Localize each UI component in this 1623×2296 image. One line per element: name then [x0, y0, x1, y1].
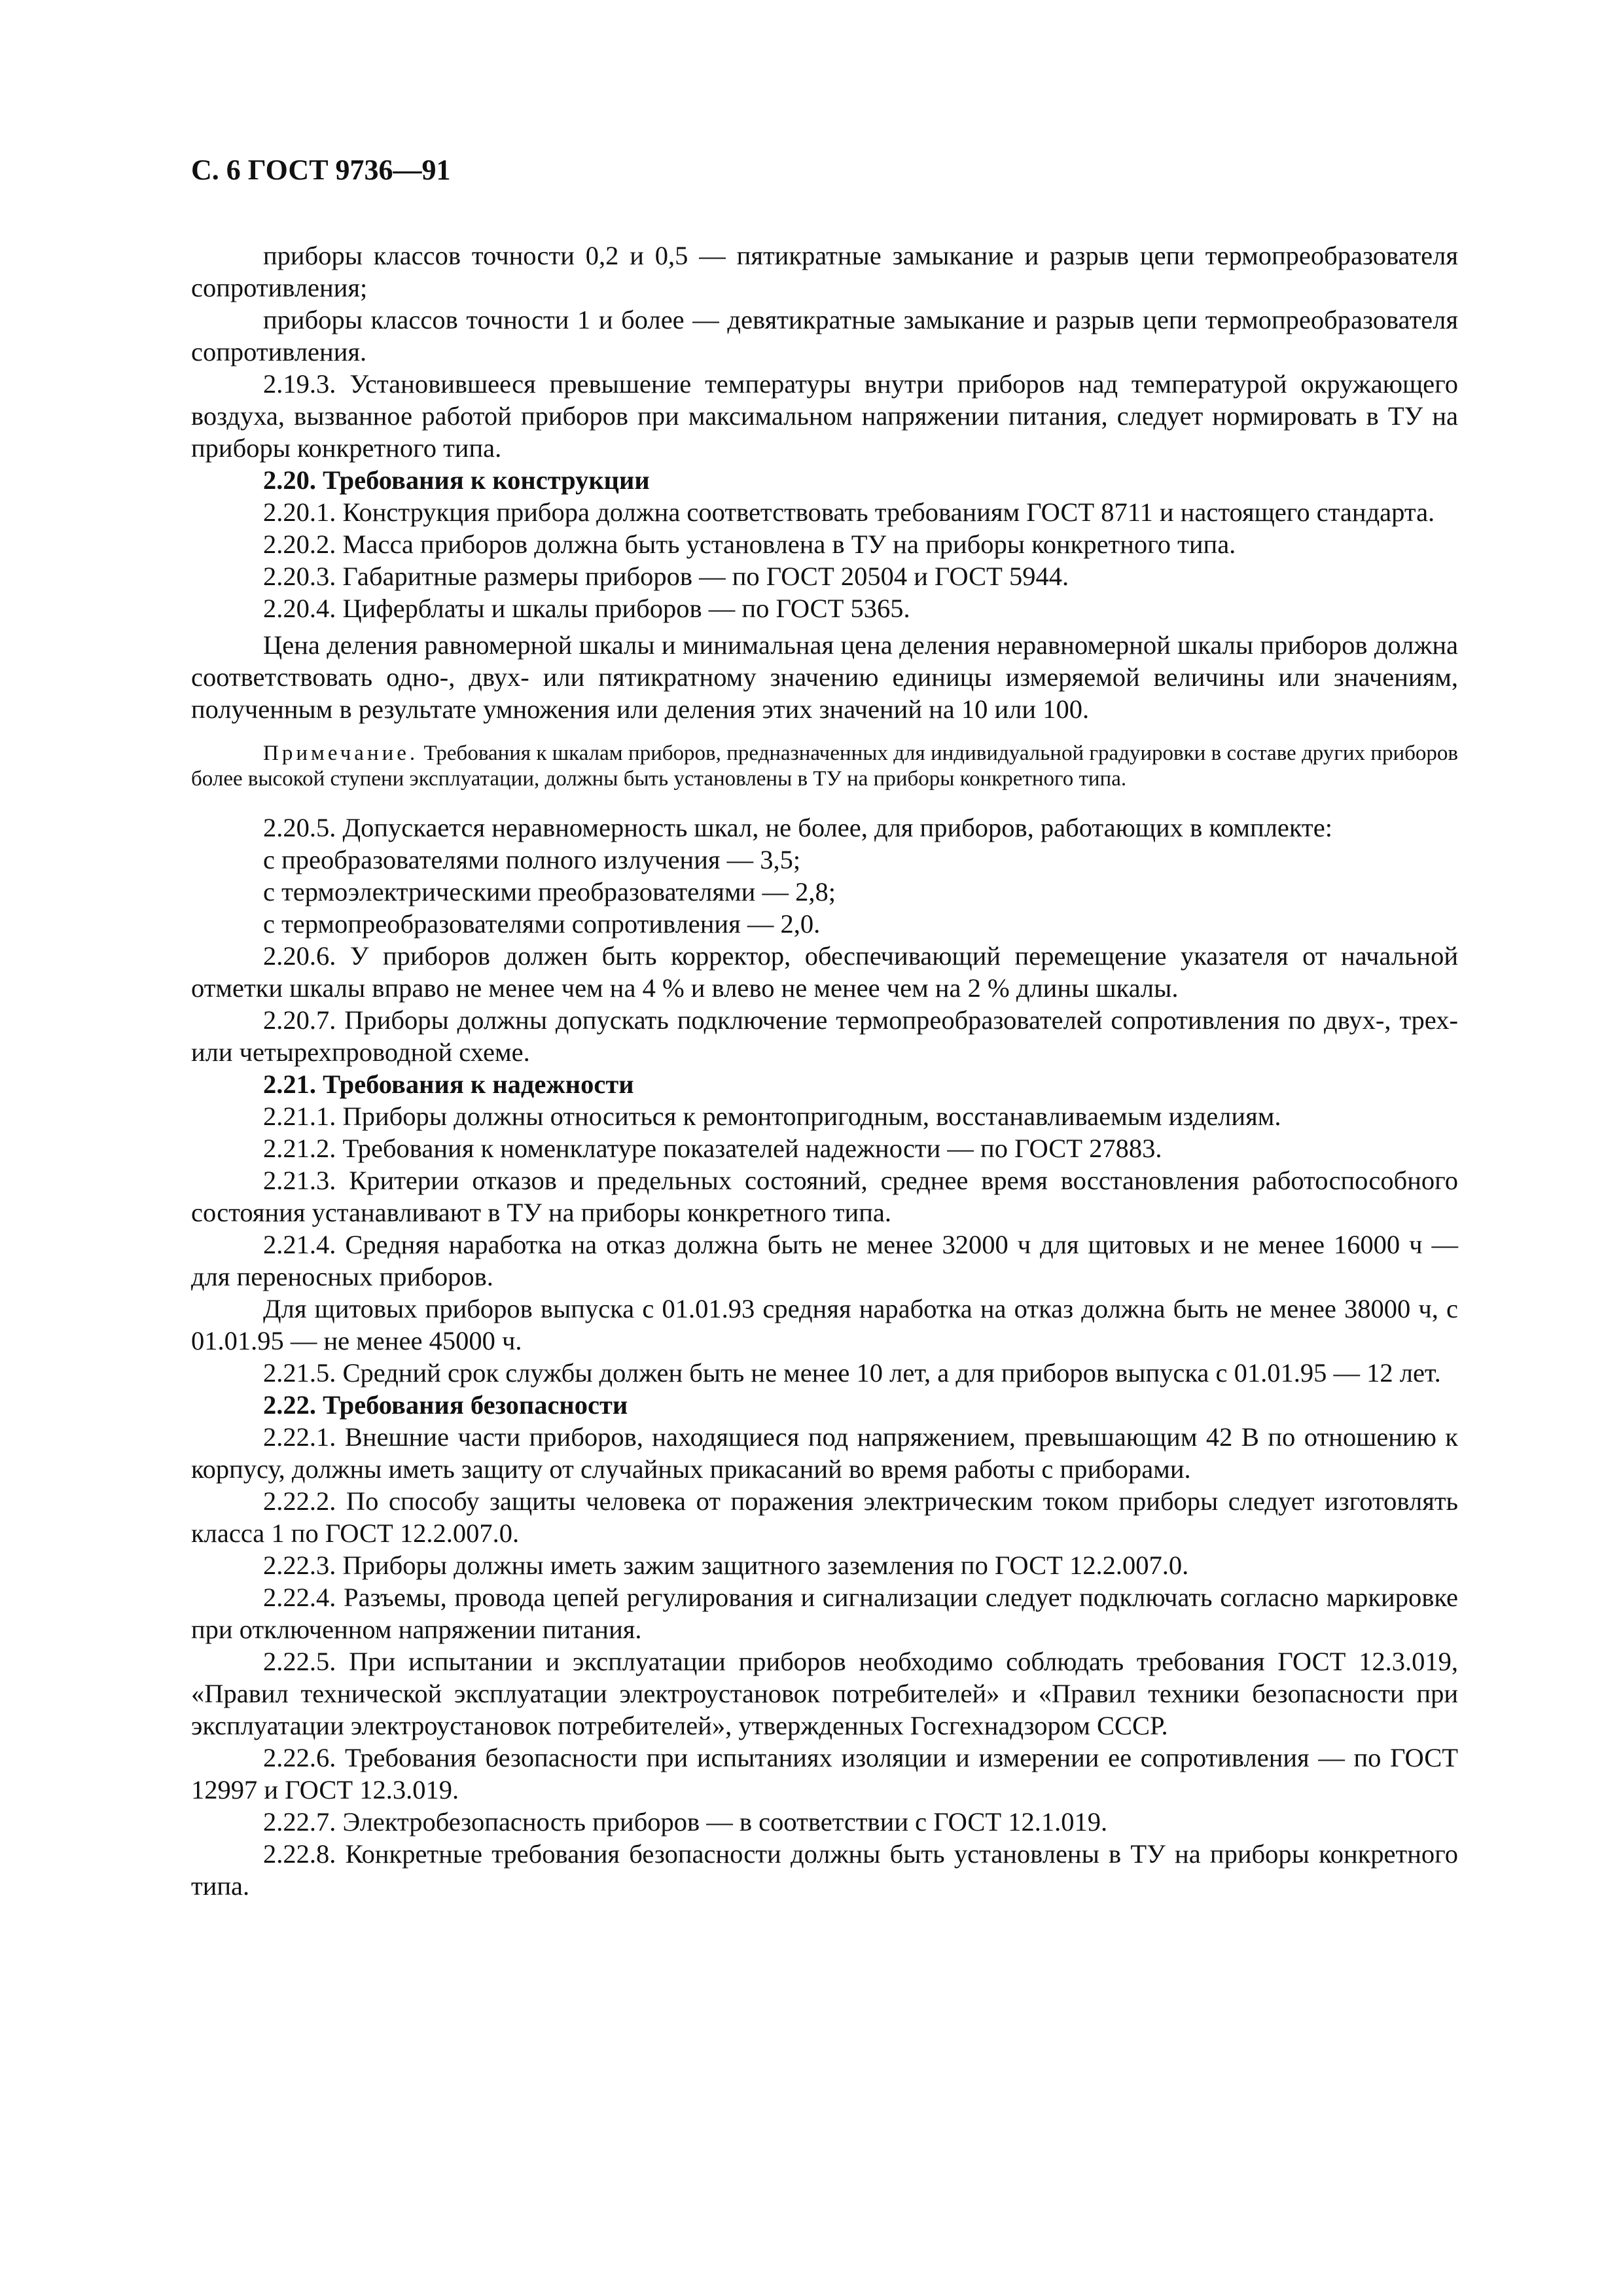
section-heading: 2.21. Требования к надежности: [263, 1069, 634, 1099]
paragraph: 2.22.1. Внешние части приборов, находящиеся под напряжением, превышающим 42 В по отношению к корпусу, должны иметь защиту от случайных прикасаний во время работы с приборами.: [191, 1422, 1458, 1484]
paragraph: 2.22.8. Конкретные требования безопасности должны быть установлены в ТУ на приборы конкретного типа.: [191, 1839, 1458, 1901]
paragraph: 2.22.3. Приборы должны иметь зажим защитного заземления по ГОСТ 12.2.007.0.: [263, 1551, 1189, 1580]
section-heading: 2.20. Требования к конструкции: [263, 465, 650, 495]
paragraph: 2.22.4. Разъемы, провода цепей регулирования и сигнализации следует подключать согласно маркировке при отключенном напряжении питания.: [191, 1583, 1458, 1644]
paragraph: 2.20.2. Масса приборов должна быть установлена в ТУ на приборы конкретного типа.: [263, 529, 1236, 559]
paragraph: 2.22.7. Электробезопасность приборов — в соответствии с ГОСТ 12.1.019.: [263, 1807, 1108, 1837]
paragraph: 2.20.7. Приборы должны допускать подключение термопреобразователей сопротивления по двух-, трех- или четырехпроводной схеме.: [191, 1005, 1458, 1067]
section-heading: 2.22. Требования безопасности: [263, 1390, 628, 1420]
document-body: [191, 240, 1458, 1902]
paragraph: 2.21.5. Средний срок службы должен быть не менее 10 лет, а для приборов выпуска с 01.01.95 — 12 лет.: [263, 1358, 1441, 1388]
paragraph: 2.22.6. Требования безопасности при испытаниях изоляции и измерении ее сопротивления — по ГОСТ 12997 и ГОСТ 12.3.019.: [191, 1743, 1458, 1804]
paragraph: приборы классов точности 1 и более — девятикратные замыкание и разрыв цепи термопреобразователя сопротивления.: [191, 305, 1458, 367]
paragraph: с термопреобразователями сопротивления — 2,0.: [263, 909, 821, 939]
paragraph: с преобразователями полного излучения — 3,5;: [263, 845, 801, 874]
paragraph: 2.22.5. При испытании и эксплуатации приборов необходимо соблюдать требования ГОСТ 12.3.019, «Правил технической эксплуатации электроустановок потребителей» и «Правил техники безопасности при эксплуатации электроустановок потребителей», утвержденных Госгехнадзором СССР.: [191, 1647, 1458, 1740]
paragraph: 2.20.3. Габаритные размеры приборов — по ГОСТ 20504 и ГОСТ 5944.: [263, 562, 1069, 591]
paragraph: 2.21.1. Приборы должны относиться к ремонтопригодным, восстанавливаемым изделиям.: [263, 1102, 1281, 1131]
page-header: С. 6 ГОСТ 9736—91: [191, 154, 451, 186]
paragraph: 2.20.5. Допускается неравномерность шкал, не более, для приборов, работающих в комплекте:: [263, 813, 1332, 842]
paragraph: 2.22.2. По способу защиты человека от поражения электрическим током приборы следует изготовлять класса 1 по ГОСТ 12.2.007.0.: [191, 1486, 1458, 1548]
paragraph: с термоэлектрическими преобразователями — 2,8;: [263, 877, 836, 906]
paragraph: Цена деления равномерной шкалы и минимальная цена деления неравномерной шкалы приборов должна соответствовать одно-, двух- или пятикратному значению единицы измеряемой величины или значениям, полученным в результате умножения или деления этих значений на 10 или 100.: [191, 630, 1458, 724]
paragraph: 2.21.2. Требования к номенклатуре показателей надежности — по ГОСТ 27883.: [263, 1134, 1162, 1163]
note: [191, 741, 1458, 792]
note-text: Требования к шкалам приборов, предназначенных для индивидуальной градуировки в составе других приборов более высокой ступени эксплуатации, должны быть установлены в ТУ на приборы конкретного типа.: [191, 742, 1458, 791]
paragraph: 2.21.3. Критерии отказов и предельных состояний, среднее время восстановления работоспособного состояния устанавливают в ТУ на приборы конкретного типа.: [191, 1166, 1458, 1227]
paragraph: 2.20.1. Конструкция прибора должна соответствовать требованиям ГОСТ 8711 и настоящего стандарта.: [263, 497, 1435, 527]
paragraph: Для щитовых приборов выпуска с 01.01.93 средняя наработка на отказ должна быть не менее 38000 ч, с 01.01.95 — не менее 45000 ч.: [191, 1294, 1458, 1355]
note-label: Примечание.: [263, 742, 419, 765]
paragraph: приборы классов точности 0,2 и 0,5 — пятикратные замыкание и разрыв цепи термопреобразователя сопротивления;: [191, 241, 1458, 302]
paragraph: 2.21.4. Средняя наработка на отказ должна быть не менее 32000 ч для щитовых и не менее 16000 ч — для переносных приборов.: [191, 1230, 1458, 1291]
paragraph: 2.19.3. Установившееся превышение температуры внутри приборов над температурой окружающего воздуха, вызванное работой приборов при максимальном напряжении питания, следует нормировать в ТУ на приборы конкретного типа.: [191, 369, 1458, 463]
paragraph: 2.20.6. У приборов должен быть корректор, обеспечивающий перемещение указателя от начальной отметки шкалы вправо не менее чем на 4 % и влево не менее чем на 2 % длины шкалы.: [191, 941, 1458, 1003]
paragraph: 2.20.4. Циферблаты и шкалы приборов — по ГОСТ 5365.: [263, 594, 910, 623]
